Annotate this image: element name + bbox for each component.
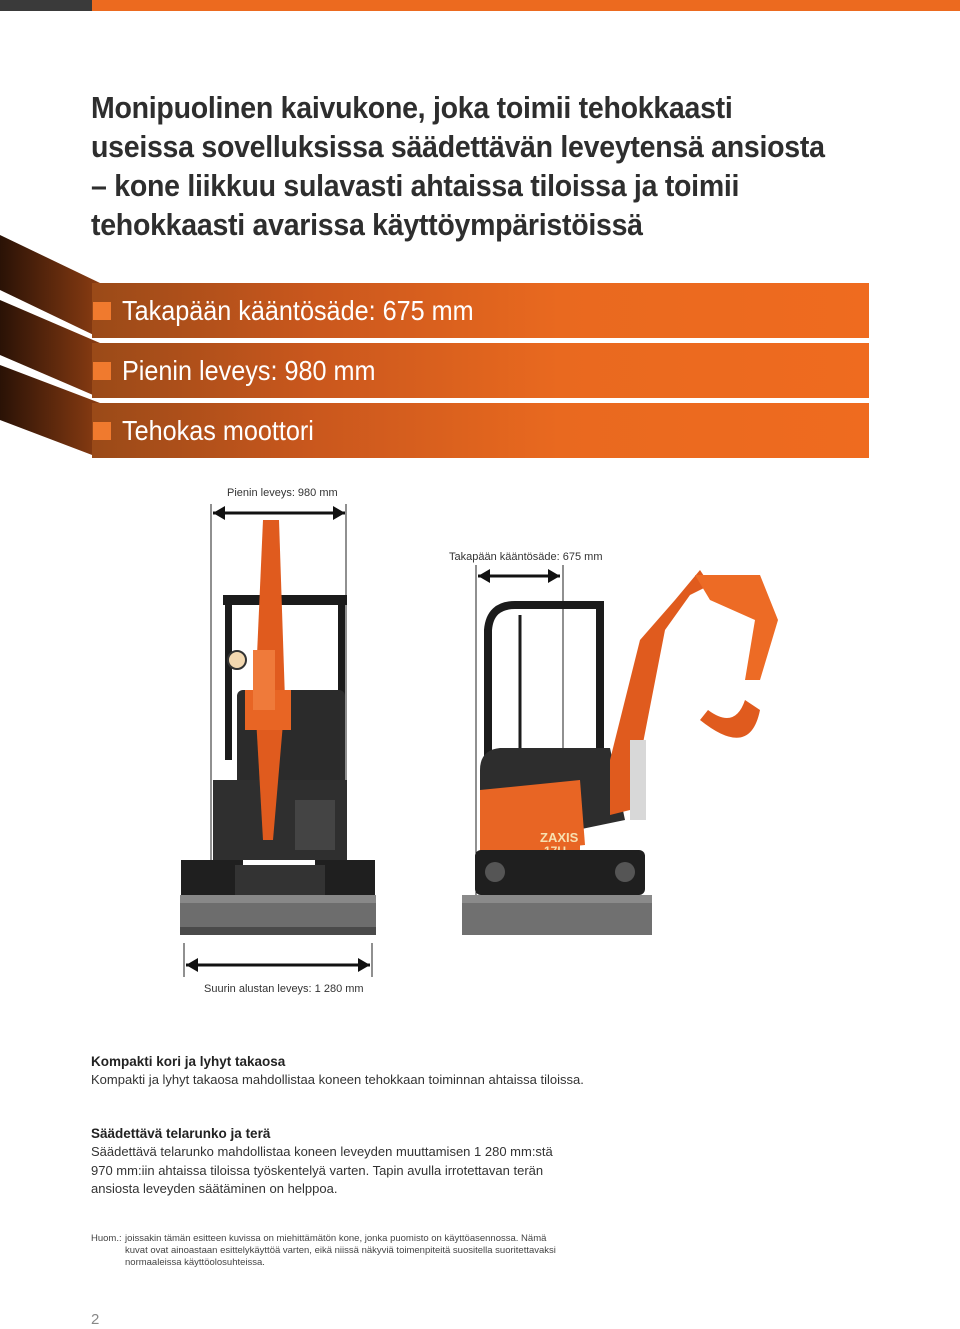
section-title-adjustable-track: Säädettävä telarunko ja terä [91,1126,271,1141]
feature-banner-engine [92,403,869,458]
section-body-adjustable-track: Säädettävä telarunko mahdollistaa koneen leveyden muuttamisen 1 280 mm:stä 970 mm:iin ahtaissa tiloissa työskentelyä varten. Tapin avulla irrotettavan terän ansiosta leveyden säätäminen on helppoa. [91,1144,553,1196]
excavator-side-view-image [460,560,790,945]
excavator-front-view-image [175,500,385,940]
caption-min-width: Pienin leveys: 980 mm [227,487,338,499]
svg-text:ZAXIS: ZAXIS [540,830,579,845]
top-bar-dark [0,0,92,11]
feature-label: Pienin leveys: 980 mm [122,354,376,386]
note-text: joissakin tämän esitteen kuvissa on miehittämätön kone, jonka puomisto on käyttöasennossa. Nämä kuvat ovat ainoastaan esittelykäyttöä varten, eikä niissä näkyviä toimenpiteitä suositella suoritettavaksi normaaleissa käyttöolosuhteissa. [125,1233,556,1268]
feature-banner-min-width [92,343,869,398]
note-label: Huom.: [91,1233,122,1244]
feature-label: Takapään kääntösäde: 675 mm [122,294,474,326]
section-title-compact-body: Kompakti kori ja lyhyt takaosa [91,1054,286,1069]
feature-label: Tehokas moottori [122,414,314,446]
page-headline: Monipuolinen kaivukone, joka toimii tehokkaasti useissa sovelluksissa säädettävän leveytensä ansiosta – kone liikkuu sulavasti ahtaissa tiloissa ja toimii tehokkaasti avarissa käyttöympäristöissä [91,90,825,242]
orange-square-bullet [93,362,111,380]
page-number: 2 [91,1311,100,1328]
caption-max-width: Suurin alustan leveys: 1 280 mm [204,983,364,995]
feature-banner-tail-swing [92,283,869,338]
max-width-arrow [178,940,378,980]
orange-square-bullet [93,422,111,440]
orange-square-bullet [93,302,111,320]
caption-tail-swing: Takapään kääntösäde: 675 mm [449,551,603,563]
section-body-compact-body: Kompakti ja lyhyt takaosa mahdollistaa koneen tehokkaan toiminnan ahtaissa tiloissa. [91,1072,584,1087]
decorative-diagonal-stripes [0,230,100,465]
top-bar-orange [92,0,960,11]
